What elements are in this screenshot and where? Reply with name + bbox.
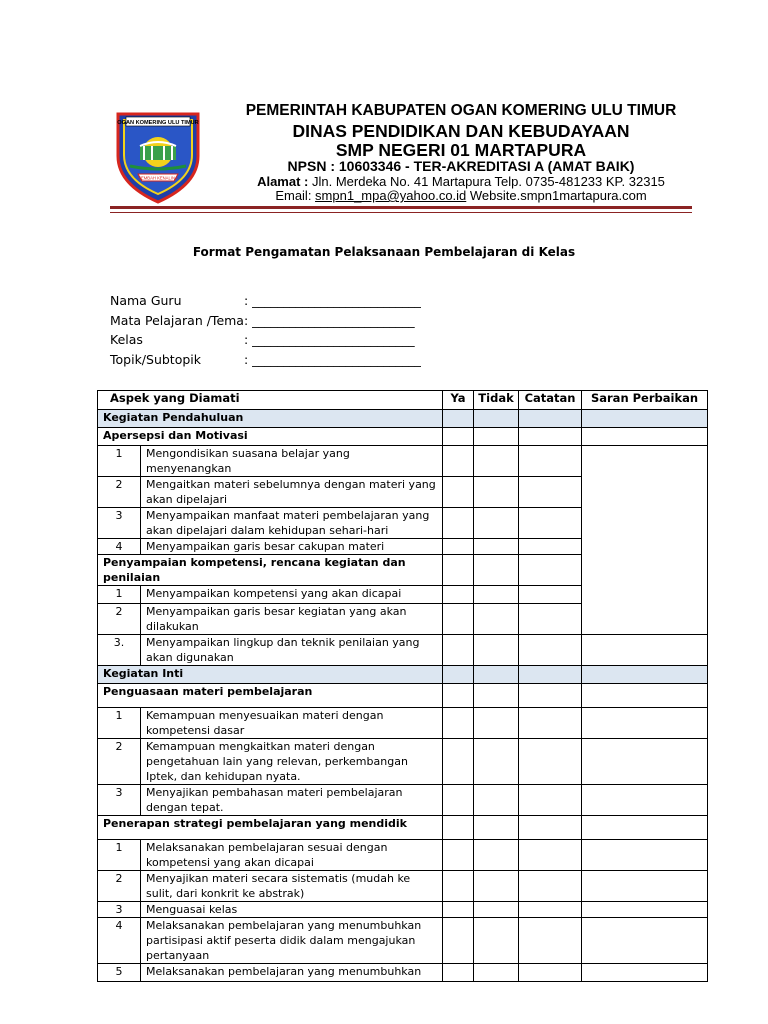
- catatan-cell[interactable]: [519, 586, 582, 604]
- table-cell: [443, 684, 474, 708]
- website-text: Website.smpn1martapura.com: [466, 188, 647, 203]
- table-row: [98, 964, 708, 982]
- check-tidak[interactable]: [474, 739, 519, 785]
- check-ya[interactable]: [443, 840, 474, 871]
- table-cell: [582, 410, 708, 428]
- saran-cell[interactable]: [582, 840, 708, 871]
- check-tidak[interactable]: [474, 708, 519, 739]
- table-cell: [519, 666, 582, 684]
- header-catatan: Catatan: [519, 391, 582, 410]
- check-tidak[interactable]: [474, 477, 519, 508]
- catatan-cell[interactable]: [519, 446, 582, 477]
- subsection-row: [98, 684, 708, 708]
- field-nama-guru: Nama Guru : ___________________________: [110, 293, 421, 308]
- header-divider-thin: [110, 212, 692, 213]
- header-government: PEMERINTAH KABUPATEN OGAN KOMERING ULU TIMUR: [245, 102, 677, 119]
- catatan-cell[interactable]: [519, 902, 582, 918]
- email-link[interactable]: smpn1_mpa@yahoo.co.id: [315, 188, 467, 203]
- logo-text: OGAN KOMERING ULU TIMUR: [117, 120, 199, 126]
- table-row: [98, 785, 708, 816]
- saran-cell[interactable]: [582, 739, 708, 785]
- check-tidak[interactable]: [474, 840, 519, 871]
- check-tidak[interactable]: [474, 902, 519, 918]
- item-text: Melaksanakan pembelajaran sesuai dengan kompetensi yang akan dicapai: [141, 840, 443, 871]
- section-kegiatan-inti: Kegiatan Inti: [98, 666, 443, 684]
- catatan-cell[interactable]: [519, 840, 582, 871]
- header-divider-thick: [110, 206, 692, 209]
- subsection-row: [98, 428, 708, 446]
- catatan-cell[interactable]: [519, 539, 582, 555]
- table-row: [98, 708, 708, 739]
- item-text: Menyampaikan garis besar cakupan materi: [141, 539, 443, 555]
- catatan-cell[interactable]: [519, 871, 582, 902]
- check-tidak[interactable]: [474, 918, 519, 964]
- item-text: Melaksanakan pembelajaran yang menumbuhkan partisipasi aktif peserta didik dalam mengajukan pertanyaan: [141, 918, 443, 964]
- check-ya[interactable]: [443, 902, 474, 918]
- table-row: [98, 871, 708, 902]
- saran-cell[interactable]: [582, 708, 708, 739]
- table-row: [98, 902, 708, 918]
- check-tidak[interactable]: [474, 785, 519, 816]
- catatan-cell[interactable]: [519, 739, 582, 785]
- check-ya[interactable]: [443, 586, 474, 604]
- header-ya: Ya: [443, 391, 474, 410]
- item-text: Melaksanakan pembelajaran yang menumbuhkan: [141, 964, 443, 982]
- item-number: 3.: [98, 635, 141, 666]
- item-text: Menyajikan materi secara sistematis (mudah ke sulit, dari konkrit ke abstrak): [141, 871, 443, 902]
- item-text: Kemampuan mengkaitkan materi dengan pengetahuan lain yang relevan, perkembangan Iptek, dan kehidupan nyata.: [141, 739, 443, 785]
- check-ya[interactable]: [443, 477, 474, 508]
- check-ya[interactable]: [443, 785, 474, 816]
- table-row: [98, 918, 708, 964]
- school-logo: [110, 108, 206, 204]
- section-row: [98, 410, 708, 428]
- item-text: Menyampaikan lingkup dan teknik penilaian yang akan digunakan: [141, 635, 443, 666]
- table-cell: [582, 428, 708, 446]
- table-cell: [519, 410, 582, 428]
- table-row: [98, 840, 708, 871]
- item-text: Menyampaikan kompetensi yang akan dicapai: [141, 586, 443, 604]
- check-ya[interactable]: [443, 508, 474, 539]
- table-row: [98, 446, 708, 477]
- field-mata-pelajaran: Mata Pelajaran /Tema: __________________________: [110, 313, 415, 328]
- item-number: 3: [98, 508, 141, 539]
- saran-cell[interactable]: [582, 964, 708, 982]
- email-label: Email:: [275, 188, 316, 203]
- logo-motto: SEMBAH KENALINA: [138, 175, 178, 181]
- table-cell: [582, 666, 708, 684]
- table-cell: [582, 816, 708, 840]
- catatan-cell[interactable]: [519, 918, 582, 964]
- item-number: 4: [98, 539, 141, 555]
- check-ya[interactable]: [443, 708, 474, 739]
- item-number: 2: [98, 477, 141, 508]
- header-saran: Saran Perbaikan: [582, 391, 708, 410]
- item-number: 1: [98, 446, 141, 477]
- check-ya[interactable]: [443, 739, 474, 785]
- catatan-cell[interactable]: [519, 477, 582, 508]
- check-ya[interactable]: [443, 918, 474, 964]
- table-cell: [474, 816, 519, 840]
- table-header-row: [98, 391, 708, 410]
- item-text: Mengaitkan materi sebelumnya dengan materi yang akan dipelajari: [141, 477, 443, 508]
- item-number: 5: [98, 964, 141, 982]
- address-label: Alamat :: [257, 174, 309, 189]
- item-text: Menyampaikan garis besar kegiatan yang akan dilakukan: [141, 604, 443, 635]
- item-number: 2: [98, 604, 141, 635]
- address-text: Jln. Merdeka No. 41 Martapura Telp. 0735-481233 KP. 32315: [308, 174, 665, 189]
- saran-cell[interactable]: [582, 902, 708, 918]
- header-tidak: Tidak: [474, 391, 519, 410]
- section-row: [98, 666, 708, 684]
- check-ya[interactable]: [443, 604, 474, 635]
- header-school-name: SMP NEGERI 01 MARTAPURA: [335, 140, 587, 160]
- subsection-penerapan: Penerapan strategi pembelajaran yang mendidik: [98, 816, 443, 840]
- table-cell: [474, 428, 519, 446]
- header-npsn: NPSN : 10603346 - TER-AKREDITASI A (AMAT BAIK): [287, 158, 635, 174]
- table-row: [98, 635, 708, 666]
- catatan-cell[interactable]: [519, 708, 582, 739]
- check-tidak[interactable]: [474, 539, 519, 555]
- item-number: 1: [98, 840, 141, 871]
- table-cell: [443, 555, 474, 586]
- item-number: 2: [98, 739, 141, 785]
- saran-cell[interactable]: [582, 785, 708, 816]
- header-department: DINAS PENDIDIKAN DAN KEBUDAYAAN: [292, 121, 630, 141]
- check-ya[interactable]: [443, 635, 474, 666]
- check-tidak[interactable]: [474, 635, 519, 666]
- table-cell: [474, 684, 519, 708]
- table-cell: [519, 428, 582, 446]
- catatan-cell[interactable]: [519, 604, 582, 635]
- table-cell: [474, 555, 519, 586]
- item-number: 3: [98, 785, 141, 816]
- field-topik: Topik/Subtopik : ___________________________: [110, 352, 421, 367]
- saran-cell[interactable]: [582, 635, 708, 666]
- subsection-apersepsi: Apersepsi dan Motivasi: [98, 428, 443, 446]
- item-number: 2: [98, 871, 141, 902]
- catatan-cell[interactable]: [519, 964, 582, 982]
- check-ya[interactable]: [443, 539, 474, 555]
- check-tidak[interactable]: [474, 508, 519, 539]
- item-text: Menyajikan pembahasan materi pembelajaran dengan tepat.: [141, 785, 443, 816]
- item-number: 1: [98, 586, 141, 604]
- subsection-penguasaan: Penguasaan materi pembelajaran: [98, 684, 443, 708]
- subsection-penyampaian: Penyampaian kompetensi, rencana kegiatan dan penilaian: [98, 555, 443, 586]
- table-cell: [582, 684, 708, 708]
- table-cell: [474, 410, 519, 428]
- table-cell: [443, 816, 474, 840]
- saran-cell[interactable]: [582, 446, 708, 635]
- item-text: Mengondisikan suasana belajar yang menyenangkan: [141, 446, 443, 477]
- catatan-cell[interactable]: [519, 635, 582, 666]
- header-contact: [226, 188, 696, 203]
- field-kelas: Kelas : __________________________: [110, 332, 415, 347]
- document-title: Format Pengamatan Pelaksanaan Pembelajaran di Kelas: [192, 245, 576, 259]
- saran-cell[interactable]: [582, 918, 708, 964]
- check-ya[interactable]: [443, 446, 474, 477]
- check-tidak[interactable]: [474, 871, 519, 902]
- subsection-row: [98, 816, 708, 840]
- item-number: 1: [98, 708, 141, 739]
- catatan-cell[interactable]: [519, 508, 582, 539]
- header-aspect: Aspek yang Diamati: [98, 391, 443, 410]
- check-tidak[interactable]: [474, 964, 519, 982]
- table-cell: [519, 555, 582, 586]
- catatan-cell[interactable]: [519, 785, 582, 816]
- item-text: Menguasai kelas: [141, 902, 443, 918]
- table-cell: [443, 666, 474, 684]
- table-cell: [474, 666, 519, 684]
- check-ya[interactable]: [443, 964, 474, 982]
- item-text: Menyampaikan manfaat materi pembelajaran yang akan dipelajari dalam kehidupan sehari-hari: [141, 508, 443, 539]
- check-tidak[interactable]: [474, 586, 519, 604]
- item-number: 4: [98, 918, 141, 964]
- item-text: Kemampuan menyesuaikan materi dengan kompetensi dasar: [141, 708, 443, 739]
- check-ya[interactable]: [443, 871, 474, 902]
- observation-table: [97, 390, 708, 982]
- table-row: [98, 739, 708, 785]
- header-address: [226, 174, 696, 189]
- check-tidak[interactable]: [474, 604, 519, 635]
- saran-cell[interactable]: [582, 871, 708, 902]
- section-kegiatan-pendahuluan: Kegiatan Pendahuluan: [98, 410, 443, 428]
- table-cell: [443, 410, 474, 428]
- table-cell: [443, 428, 474, 446]
- table-cell: [519, 684, 582, 708]
- item-number: 3: [98, 902, 141, 918]
- check-tidak[interactable]: [474, 446, 519, 477]
- table-cell: [519, 816, 582, 840]
